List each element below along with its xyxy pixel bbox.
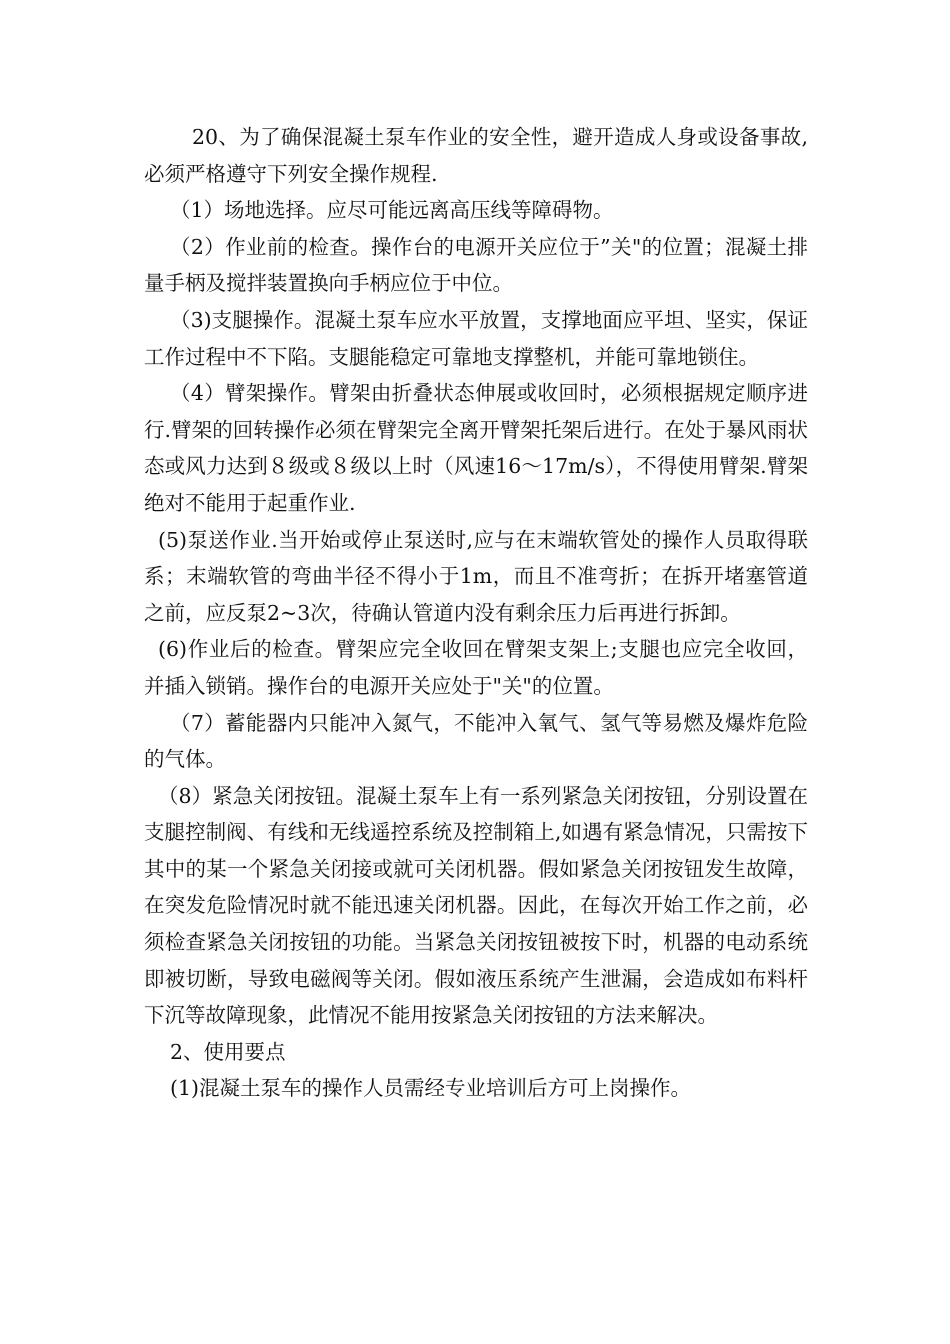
paragraph-emergency-stop: （8）紧急关闭按钮。混凝土泵车上有一系列紧急关闭按钮，分别设置在支腿控制阀、有线和无线遥控系统及控制箱上,如遇有紧急情况，只需按下其中的某一个紧急关闭接或就可关闭机器。假如紧急关闭按钮发生故障，在突发危险情况时就不能迅速关闭机器。因此，在每次开始工作之前，必须检查紧急关闭按钮的功能。当紧急关闭按钮被按下时，机器的电动系统即被切断，导致电磁阀等关闭。假如液压系统产生泄漏，会造成如布料杆下沉等故障现象，此情况不能用按紧急关闭按钮的方法来解决。 [144,783,808,1028]
paragraph-post-operation-check: (6)作业后的检查。臂架应完全收回在臂架支架上;支腿也应完全收回，并插入锁销。操作台的电源开关应处于"关"的位置。 [144,637,808,698]
paragraph-accumulator: （7）蓄能器内只能冲入氮气，不能冲入氧气、氢气等易燃及爆炸危险的气体。 [144,710,808,772]
paragraph-safety-intro: 20、为了确保混凝土泵车作业的安全性，避开造成人身或设备事故,必须严格遵守下列安全操作规程. [144,125,808,186]
paragraph-outrigger-operation: （3)支腿操作。混凝土泵车应水平放置，支撑地面应平坦、坚实，保证工作过程中不下陷。支腿能稳定可靠地支撑整机，并能可靠地锁住。 [144,307,808,369]
paragraph-operator-training: (1)混凝土泵车的操作人员需经专业培训后方可上岗操作。 [170,1076,692,1101]
paragraph-pre-operation-check: （2）作业前的检查。操作台的电源开关应位于”关"的位置；混凝土排量手柄及搅拌装置换向手柄应位于中位。 [144,234,808,296]
document-body [144,119,808,1107]
paragraph-pumping-operation: (5)泵送作业.当开始或停止泵送时,应与在末端软管处的操作人员取得联系；末端软管的弯曲半径不得小于1m，而且不准弯折；在拆开堵塞管道之前，应反泵2~3次，待确认管道内没有剩余压力后再进行拆卸。 [144,527,808,625]
paragraph-boom-operation: （4）臂架操作。臂架由折叠状态伸展或收回时，必须根据规定顺序进行.臂架的回转操作必须在臂架完全离开臂架托架后进行。在处于暴风雨状态或风力达到８级或８级以上时（风速16～17m/s），不得使用臂架.臂架绝对不能用于起重作业. [144,381,808,515]
paragraph-site-selection: （1）场地选择。应尽可能远离高压线等障碍物。 [170,198,614,223]
section-heading-usage-points: 2、使用要点 [170,1039,286,1064]
